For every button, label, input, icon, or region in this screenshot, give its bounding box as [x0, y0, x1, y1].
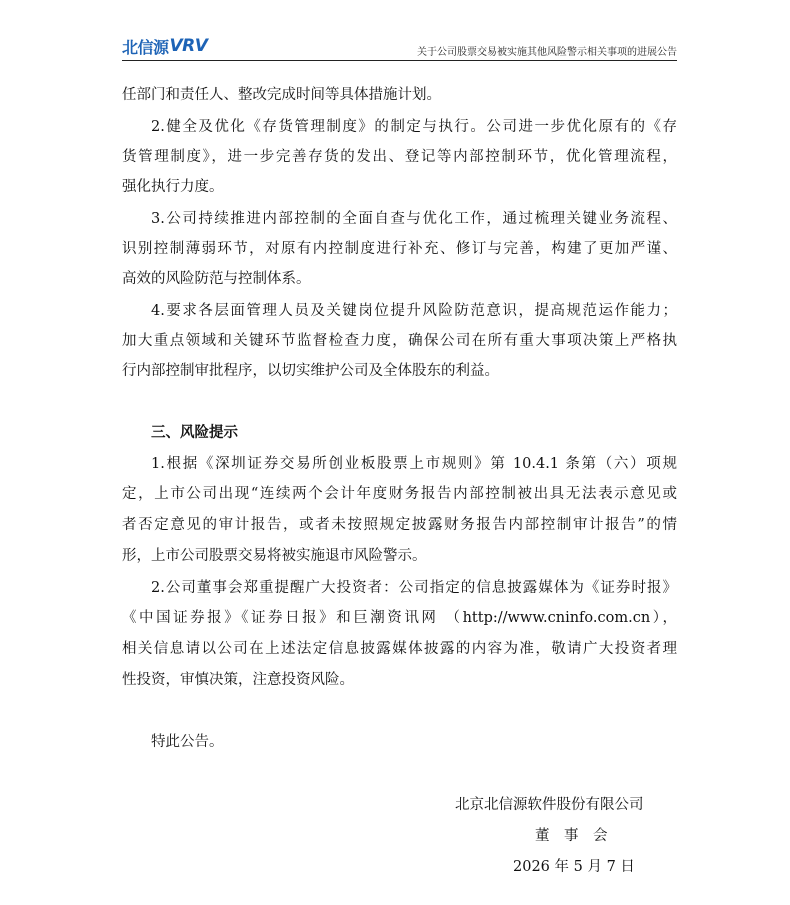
- closing-line: 特此公告。: [151, 734, 224, 750]
- paragraph-line: 定，上市公司出现“连续两个会计年度财务报告内部控制被出具无法表示意见或: [122, 486, 677, 502]
- paragraph-line: 任部门和责任人、整改完成时间等具体措施计划。: [122, 87, 441, 103]
- paragraph-line: 《中国证券报》《证券日报》和巨潮资讯网 （http://www.cninfo.com.cn），: [122, 610, 677, 626]
- paragraph-line: 行内部控制审批程序，以切实维护公司及全体股东的利益。: [122, 363, 499, 379]
- signature-board: 董 事 会: [535, 828, 608, 844]
- paragraph-line: 2.健全及优化《存货管理制度》的制定与执行。公司进一步优化原有的《存: [151, 119, 677, 135]
- paragraph-line: 4.要求各层面管理人员及关键岗位提升风险防范意识，提高规范运作能力；: [151, 303, 677, 319]
- paragraph-line: 3.公司持续推进内部控制的全面自查与优化工作，通过梳理关键业务流程、: [151, 211, 677, 227]
- logo-chinese-text: 北信源: [122, 37, 169, 57]
- paragraph-line: 性投资，审慎决策，注意投资风险。: [122, 672, 354, 688]
- paragraph-line: 识别控制薄弱环节，对原有内控制度进行补充、修订与完善，构建了更加严谨、: [122, 241, 677, 257]
- paragraph-line: 加大重点领域和关键环节监督检查力度，确保公司在所有重大事项决策上严格执: [122, 333, 677, 349]
- signature-company: 北京北信源软件股份有限公司: [455, 797, 644, 813]
- logo-english-text: VRV: [169, 36, 208, 56]
- paragraph-line: 货管理制度》，进一步完善存货的发出、登记等内部控制环节，优化管理流程，: [122, 149, 677, 165]
- company-logo: [122, 36, 207, 56]
- paragraph-line: 者否定意见的审计报告，或者未按照规定披露财务报告内部控制审计报告”的情: [122, 517, 677, 533]
- paragraph-line: 形，上市公司股票交易将被实施退市风险警示。: [122, 548, 427, 564]
- signature-date: 2026 年 5 月 7 日: [513, 859, 635, 875]
- paragraph-line: 相关信息请以公司在上述法定信息披露媒体披露的内容为准，敬请广大投资者理: [122, 641, 677, 657]
- header-title: 关于公司股票交易被实施其他风险警示相关事项的进展公告: [417, 47, 677, 58]
- paragraph-line: 1.根据《深圳证券交易所创业板股票上市规则》第 10.4.1 条第（六）项规: [151, 456, 677, 472]
- paragraph-line: 高效的风险防范与控制体系。: [122, 271, 311, 287]
- paragraph-line: 强化执行力度。: [122, 179, 224, 195]
- paragraph-line: 2.公司董事会郑重提醒广大投资者：公司指定的信息披露媒体为《证券时报》: [151, 580, 677, 596]
- page-header: [122, 36, 677, 61]
- section-heading: 三、风险提示: [151, 424, 238, 441]
